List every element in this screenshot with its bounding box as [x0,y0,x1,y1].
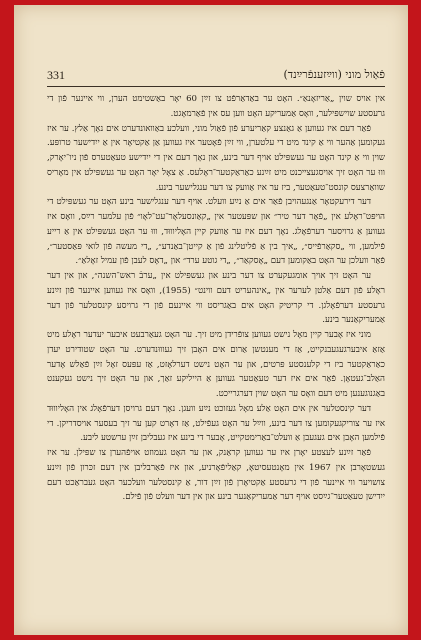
page-number: 331 [47,68,65,82]
paragraph: פֿאַר דעם איז געווען אַ גאַנצע קאַריערע פֿון פֿאַול מוני, וועלכע באַוואונדערט אים נאָך אַלץ. ער איז געקומען אַהער ווי אַ קינד מיט די עלטערן, ווי זײַן פֿאָטער איז געווען אַן אַקטיאָר אין אַ ייִדישער טרופּע. שוין ווי אַ קינד האָט ער געשפּילט אויף דער בינע, און נאָך דעם אין די ייִדישע טעאַטערס פֿון ניו־יאָרק, וווּ ער האָט זיך אויסגעצייכנט מיט זײַנע כאַראַקטער־ראָלעס. אַ צאָל יאָר האָט ער געשפּילט אין מאָריס שוואַרצעס קונסט־טעאַטער, ביז ער איז אַוועק צו דער ענגלישער בינע. [47,123,385,193]
running-head: פֿאַול מוני (ווײַזענפֿרײַנד) [283,68,385,81]
paragraph: מוני איז אָבער קיין מאָל נישט געווען צופֿרידן מיט זיך. ער האָט געאַרבעט איבער יעדער ראָלע מיט אַזאַ איבערגעגעבנקייט, אַז די מענטשן אַרום אים האָבן זיך געוווּנדערט. ער האָט שטודירט יעדן כאַראַקטער ביז די קלענסטע פּרטים, און ער האָט נישט דערלאָזט, אַז עפּעס זאָל זײַן פֿאַלש אָדער האַלב־געטאָן. פֿאַר אים איז דער טעאַטער געווען אַ הייליקע זאַך, און ער האָט זיך נישט געקענט באַגנוגענען מיט דעם וואָס ער האָט שוין דערגרייכט. [47,330,385,399]
header-rule [47,86,385,87]
paragraph: דער דירעקטאָר אַנגעהויבן פֿאַר אים אַ נײַע וועלט. אויף דער ענגלישער בינע האָט ער געשפּילט די הויפּט־ראָלע אין „פֿאָר דער טיר״ און שפּעטער אין „קאַונסעלאָר־עט־לאָו״ פֿון עלמער רײַס, וואָס איז געווען אַ גרויסער דערפֿאָלג. נאָך דעם איז ער אַוועק קיין האָליוווּד, וווּ ער האָט געשפּילט אין אַ רייע פֿילמען, ווי „סקאַרפֿייס״, „איך בין אַ פֿליטלינג פֿון אַ קייטן־באַנדע״, „די מעשה פֿון לואי פּאַסטער״, פֿאַר וועלכן ער האָט באַקומען דעם „אָסקאַר״, „די גוטע ערד״ און „דאָס לעבן פֿון עמיל זאָלאַ״. [47,197,385,267]
paragraph: ער האָט זיך אויך אומגעקערט צו דער בינע און געשפּילט אין „ערבֿ ראש־השנה״, און אין דער ראָלע פֿון דעם אַלטן לערער אין „אינהעריט דעם ווינט״ (1955), וואָס איז געווען איינער פֿון זײַנע גרעסטע דערפֿאָלגן. די קריטיק האָט אים באַגריסט ווי איינעם פֿון די גרויסע קינסטלער פֿון דער אַמעריקאַנער בינע. [47,271,385,326]
paragraph: פֿאַר זײַנע לעצטע יאָרן איז ער געווען קראַנק, און ער האָט געמוזט אויפֿהערן צו שפּילן. ער איז געשטאָרבן אין 1967 אין מאָנטעסיטאָ, קאַליפֿאָרניע, און איז פֿאַרבליבן אין דעם זכּרון פֿון זײַנע צושויער ווי איינער פֿון די גרעסטע אַקטיאָרן פֿון זײַן דור, אַ קינסטלער וועלכער האָט געבראַכט דעם ייִדישן טעאַטער־גײַסט אויף דער אַמעריקאַנער בינע און אין דער וועלט פֿון פֿילם. [47,448,386,503]
page-header [47,68,385,84]
paragraph: דער קינסטלער אין אים האָט אַלע מאָל געזוכט נײַע וועגן. נאָך דעם גרויסן דערפֿאָלג אין האָליוווּד איז ער צוריקגעקומען צו דער בינע, ווײַל ער האָט געפֿילט, אַז דאָרט קען ער זיך בעסער אויסדריקן. די פֿילמען האָבן אים געגעבן אַ וועלט־באַרימטקייט, אָבער די בינע איז געבליבן זײַן ערשטע ליבע. [47,403,385,444]
paragraph: אין אויס שוין „אַריזאָנאַ״. האָט ער באַדאַרפֿט צו זײַן 60 יאָר באַשטימט הערן, ווי איינער פֿון די גרעסטע שוישפּילער, וואָס אַמעריקע האָט ווען עס אין פֿאַרמאָגט. [47,94,385,119]
body-text [47,92,385,505]
